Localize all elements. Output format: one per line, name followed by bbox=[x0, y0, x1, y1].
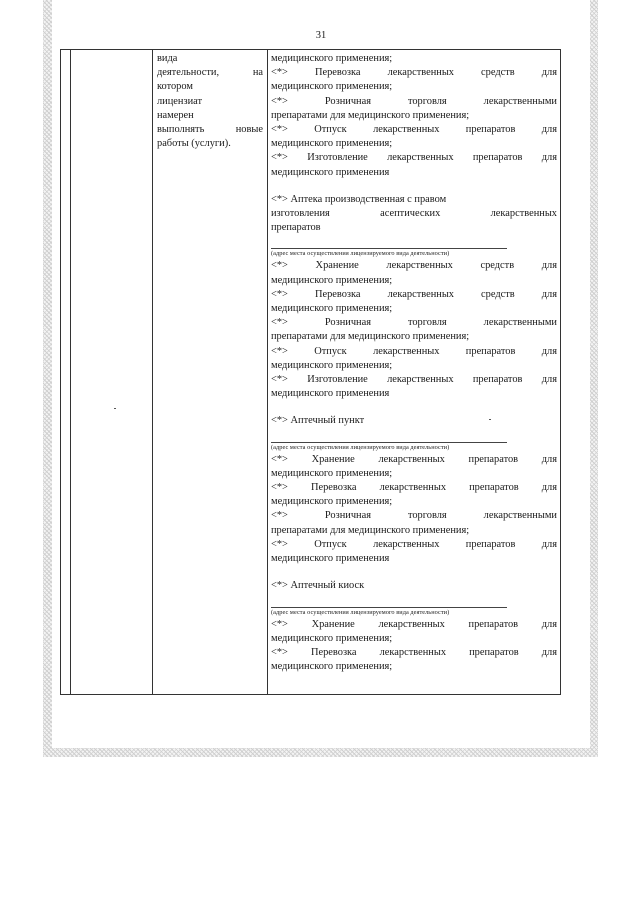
right-cell-line: изготовления асептических лекарственных bbox=[271, 208, 557, 220]
right-cell-line: <*> Перевозка лекарственных препаратов для bbox=[271, 646, 557, 658]
left-cell-line: вида bbox=[157, 53, 178, 64]
right-cell-line: медицинского применения; bbox=[271, 496, 393, 508]
right-cell-line: медицинского применения; bbox=[271, 467, 393, 479]
license-table bbox=[60, 49, 561, 695]
right-cell-line: медицинского применения; bbox=[271, 303, 393, 315]
right-cell-line: <*> Аптечный киоск bbox=[271, 580, 365, 592]
right-cell-line: медицинского применения; bbox=[271, 359, 393, 371]
right-cell-line: <*> Аптечный пункт bbox=[271, 415, 365, 427]
right-cell-line: <*> Отпуск лекарственных препаратов для bbox=[271, 538, 557, 550]
right-cell-line: <*> Розничная торговля лекарственными bbox=[271, 317, 557, 329]
address-caption: (адрес места осуществления лицензируемого вида деятельности) bbox=[271, 248, 507, 259]
right-cell-line: медицинского применения; bbox=[271, 661, 393, 673]
table-border-bottom bbox=[60, 694, 561, 695]
right-cell-line: препаратами для медицинского применения; bbox=[271, 524, 470, 536]
paragraph-gap bbox=[271, 429, 557, 442]
left-cell-line: работы (услуги). bbox=[157, 138, 231, 150]
table-column-divider bbox=[267, 49, 268, 695]
table-column-divider bbox=[70, 49, 71, 695]
right-cell-line: <*> Розничная торговля лекарственными bbox=[271, 510, 557, 522]
right-cell-line: <*> Хранение лекарственных средств для bbox=[271, 260, 557, 272]
paragraph-gap bbox=[271, 401, 557, 414]
right-cell-line: <*> Хранение лекарственных препаратов для bbox=[271, 453, 557, 465]
right-cell-line: медицинского применения bbox=[271, 388, 390, 400]
address-caption: (адрес места осуществления лицензируемого вида деятельности) bbox=[271, 607, 507, 618]
right-cell-line: <*> Розничная торговля лекарственными bbox=[271, 95, 557, 107]
paragraph-gap bbox=[271, 594, 557, 607]
table-border-right bbox=[560, 49, 561, 695]
page-number: 31 bbox=[315, 30, 327, 41]
scan-speck bbox=[114, 408, 116, 409]
left-cell-line: намерен bbox=[157, 109, 194, 121]
right-cell-line: <*> Хранение лекарственных препаратов для bbox=[271, 618, 557, 630]
paragraph-gap bbox=[271, 180, 557, 193]
left-cell-line: лицензиат bbox=[157, 95, 203, 107]
right-cell-line: медицинского применения; bbox=[271, 632, 393, 644]
right-cell-line: медицинского применения; bbox=[271, 274, 393, 286]
scan-speck bbox=[489, 419, 491, 420]
right-cell-line: медицинского применения; bbox=[271, 138, 393, 150]
right-cell-line: <*> Аптека производственная с правом bbox=[271, 193, 447, 205]
right-cell-line: медицинского применения; bbox=[271, 53, 393, 64]
right-cell-line: <*> Отпуск лекарственных препаратов для bbox=[271, 345, 557, 357]
right-cell-line: препаратами для медицинского применения; bbox=[271, 109, 470, 121]
right-cell-line: медицинского применения; bbox=[271, 81, 393, 93]
right-cell-line: препаратов bbox=[271, 222, 321, 234]
right-cell-line: медицинского применения bbox=[271, 553, 390, 565]
right-cell-line: <*> Изготовление лекарственных препаратов для bbox=[271, 152, 557, 164]
right-cell-line: медицинского применения bbox=[271, 166, 390, 178]
activity-description-cell bbox=[157, 52, 263, 151]
left-cell-line: деятельности, на bbox=[157, 67, 263, 79]
address-caption: (адрес места осуществления лицензируемого вида деятельности) bbox=[271, 442, 507, 453]
right-cell-line: препаратами для медицинского применения; bbox=[271, 331, 470, 343]
right-cell-line: <*> Изготовление лекарственных препаратов для bbox=[271, 374, 557, 386]
left-cell-line: выполнять новые bbox=[157, 124, 263, 136]
right-cell-line: <*> Перевозка лекарственных средств для bbox=[271, 288, 557, 300]
paragraph-gap bbox=[271, 235, 557, 248]
table-border-top bbox=[60, 49, 561, 50]
table-border-left bbox=[60, 49, 61, 695]
right-cell-line: <*> Перевозка лекарственных средств для bbox=[271, 67, 557, 79]
left-cell-line: котором bbox=[157, 81, 193, 93]
paragraph-gap bbox=[271, 566, 557, 579]
table-column-divider bbox=[152, 49, 153, 695]
work-services-cell bbox=[271, 52, 557, 674]
right-cell-line: <*> Отпуск лекарственных препаратов для bbox=[271, 124, 557, 136]
right-cell-line: <*> Перевозка лекарственных препаратов для bbox=[271, 482, 557, 494]
